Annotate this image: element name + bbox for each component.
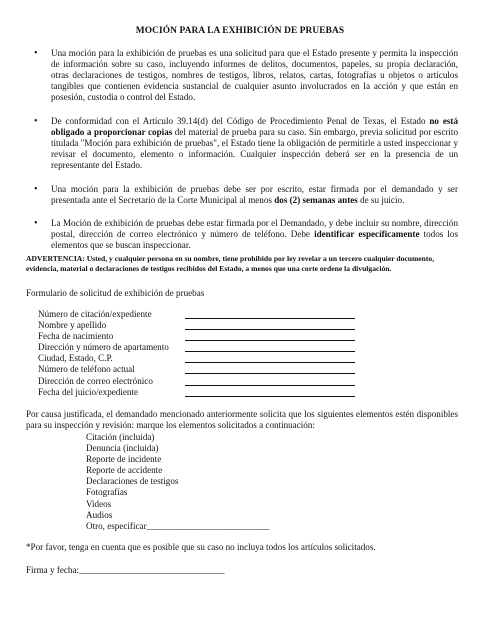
form-fields bbox=[38, 309, 458, 398]
field-blank-line[interactable] bbox=[185, 373, 355, 374]
field-label: Número de citación/expediente bbox=[38, 309, 152, 319]
requested-items-list bbox=[86, 432, 269, 532]
bullet-text-run: del material de prueba para su caso. Sin embargo, previa solicitud por escrito titulada "Moción para exhibición de pruebas", el Estado tiene la obligación de permitirle a usted inspeccionar y revisar el documento, elemento o información. Cualquier inspección deberá ser en la presencia de un representante del Estado. bbox=[51, 127, 458, 171]
bullet-dot-icon: • bbox=[34, 48, 38, 59]
bullet-text-run: De conformidad con el Artículo 39.14(d) del Código de Procedimiento Penal de Texas, el Estado bbox=[51, 116, 430, 126]
form-field-city bbox=[38, 353, 458, 364]
form-field-trial-date bbox=[38, 387, 458, 398]
field-blank-line[interactable] bbox=[185, 351, 355, 352]
list-item[interactable]: Citación (incluida) bbox=[86, 432, 155, 442]
field-blank-line[interactable] bbox=[185, 396, 355, 397]
list-item[interactable]: Denuncia (incluida) bbox=[86, 443, 159, 454]
info-bullet bbox=[34, 184, 458, 206]
list-item[interactable]: Otro, especificar___________________________ bbox=[86, 520, 270, 531]
bullet-text-run: Una moción para la exhibición de pruebas debe ser por escrito, estar firmada por el demandado y ser presentada ante el Secretario de la Corte Municipal al menos bbox=[51, 184, 458, 206]
bullet-bold-run: identificar específicamente bbox=[314, 229, 420, 240]
form-title: Formulario de solicitud de exhibición de pruebas bbox=[26, 288, 205, 298]
signature-line[interactable]: Firma y fecha:________________________________ bbox=[26, 565, 225, 575]
field-blank-line[interactable] bbox=[185, 362, 355, 363]
info-bullet bbox=[34, 116, 458, 171]
bullet-dot-icon: • bbox=[34, 218, 38, 229]
bullet-dot-icon: • bbox=[34, 116, 38, 127]
info-bullet bbox=[34, 218, 458, 251]
list-item[interactable]: Fotografías bbox=[86, 487, 128, 498]
list-item[interactable]: Reporte de accidente bbox=[86, 465, 163, 476]
bullet-text bbox=[51, 184, 458, 206]
field-blank-line[interactable] bbox=[185, 318, 355, 319]
list-item[interactable]: Declaraciones de testigos bbox=[86, 476, 179, 487]
field-label: Dirección de correo electrónico bbox=[38, 375, 153, 386]
field-label: Fecha de nacimiento bbox=[38, 331, 114, 342]
form-field-name bbox=[38, 320, 458, 331]
form-field-email bbox=[38, 376, 458, 387]
field-blank-line[interactable] bbox=[185, 385, 355, 386]
page-title: MOCIÓN PARA LA EXHIBICIÓN DE PRUEBAS bbox=[135, 26, 345, 36]
field-label: Dirección y número de apartamento bbox=[38, 342, 169, 353]
info-bullet bbox=[34, 48, 458, 103]
bullet-text bbox=[51, 116, 458, 171]
field-blank-line[interactable] bbox=[185, 340, 355, 341]
bullet-text-run: Una moción para la exhibición de pruebas es una solicitud para que el Estado presente y permita la inspección de información sobre su caso, incluyendo informes de delitos, documentos, papeles, su propia declaración, otras declaraciones de testigos, nombres de testigos, libros, relatos, cartas, fotografías u objetos o artículos tangibles que contienen evidencia sustancial de cualquier asunto involucrados en la acción y que están en posesión, custodia o control del Estado. bbox=[51, 48, 458, 103]
bullet-text-run: de su juicio. bbox=[357, 195, 405, 206]
field-label: Ciudad, Estado, C.P. bbox=[38, 353, 113, 364]
warning-text: ADVERTENCIA: Usted, y cualquier persona en su nombre, tiene prohibido por ley revelar a un tercero cualquier documento, evidencia, material o declaraciones de testigos recibidos del Estado, a menos que una corte ordene la divulgación. bbox=[26, 254, 435, 273]
request-intro: Por causa justificada, el demandado mencionado anteriormente solicita que los siguientes elementos estén disponibles para su inspección y revisión: marque los elementos solicitados a continuación: bbox=[26, 409, 458, 431]
form-field-phone bbox=[38, 364, 458, 375]
field-label: Número de teléfono actual bbox=[38, 364, 135, 375]
bullet-dot-icon: • bbox=[34, 184, 38, 195]
list-item[interactable]: Videos bbox=[86, 498, 112, 509]
bullet-bold-run: dos (2) semanas antes bbox=[274, 195, 358, 206]
bullet-text bbox=[51, 218, 458, 251]
bullet-text bbox=[51, 48, 458, 103]
bullet-text-run: La Moción de exhibición de pruebas debe estar firmada por el Demandado, y debe incluir su nombre, dirección postal, dirección de correo electrónico y número de teléfono. Debe bbox=[51, 218, 458, 240]
field-blank-line[interactable] bbox=[185, 329, 355, 330]
field-label: Nombre y apellido bbox=[38, 320, 107, 331]
form-field-birthdate bbox=[38, 331, 458, 342]
bullet-bold-run: no está obligado a proporcionar copias bbox=[51, 116, 458, 138]
form-field-address bbox=[38, 342, 458, 353]
list-item[interactable]: Audios bbox=[86, 509, 113, 520]
bullet-text-run: todos los elementos que se buscan inspeccionar. bbox=[51, 229, 458, 251]
form-field-citation bbox=[38, 309, 458, 320]
footnote: *Por favor, tenga en cuenta que es posible que su caso no incluya todos los artículos solicitados. bbox=[26, 542, 376, 552]
field-label: Fecha del juicio/expediente bbox=[38, 386, 138, 397]
list-item[interactable]: Reporte de incidente bbox=[86, 454, 162, 465]
